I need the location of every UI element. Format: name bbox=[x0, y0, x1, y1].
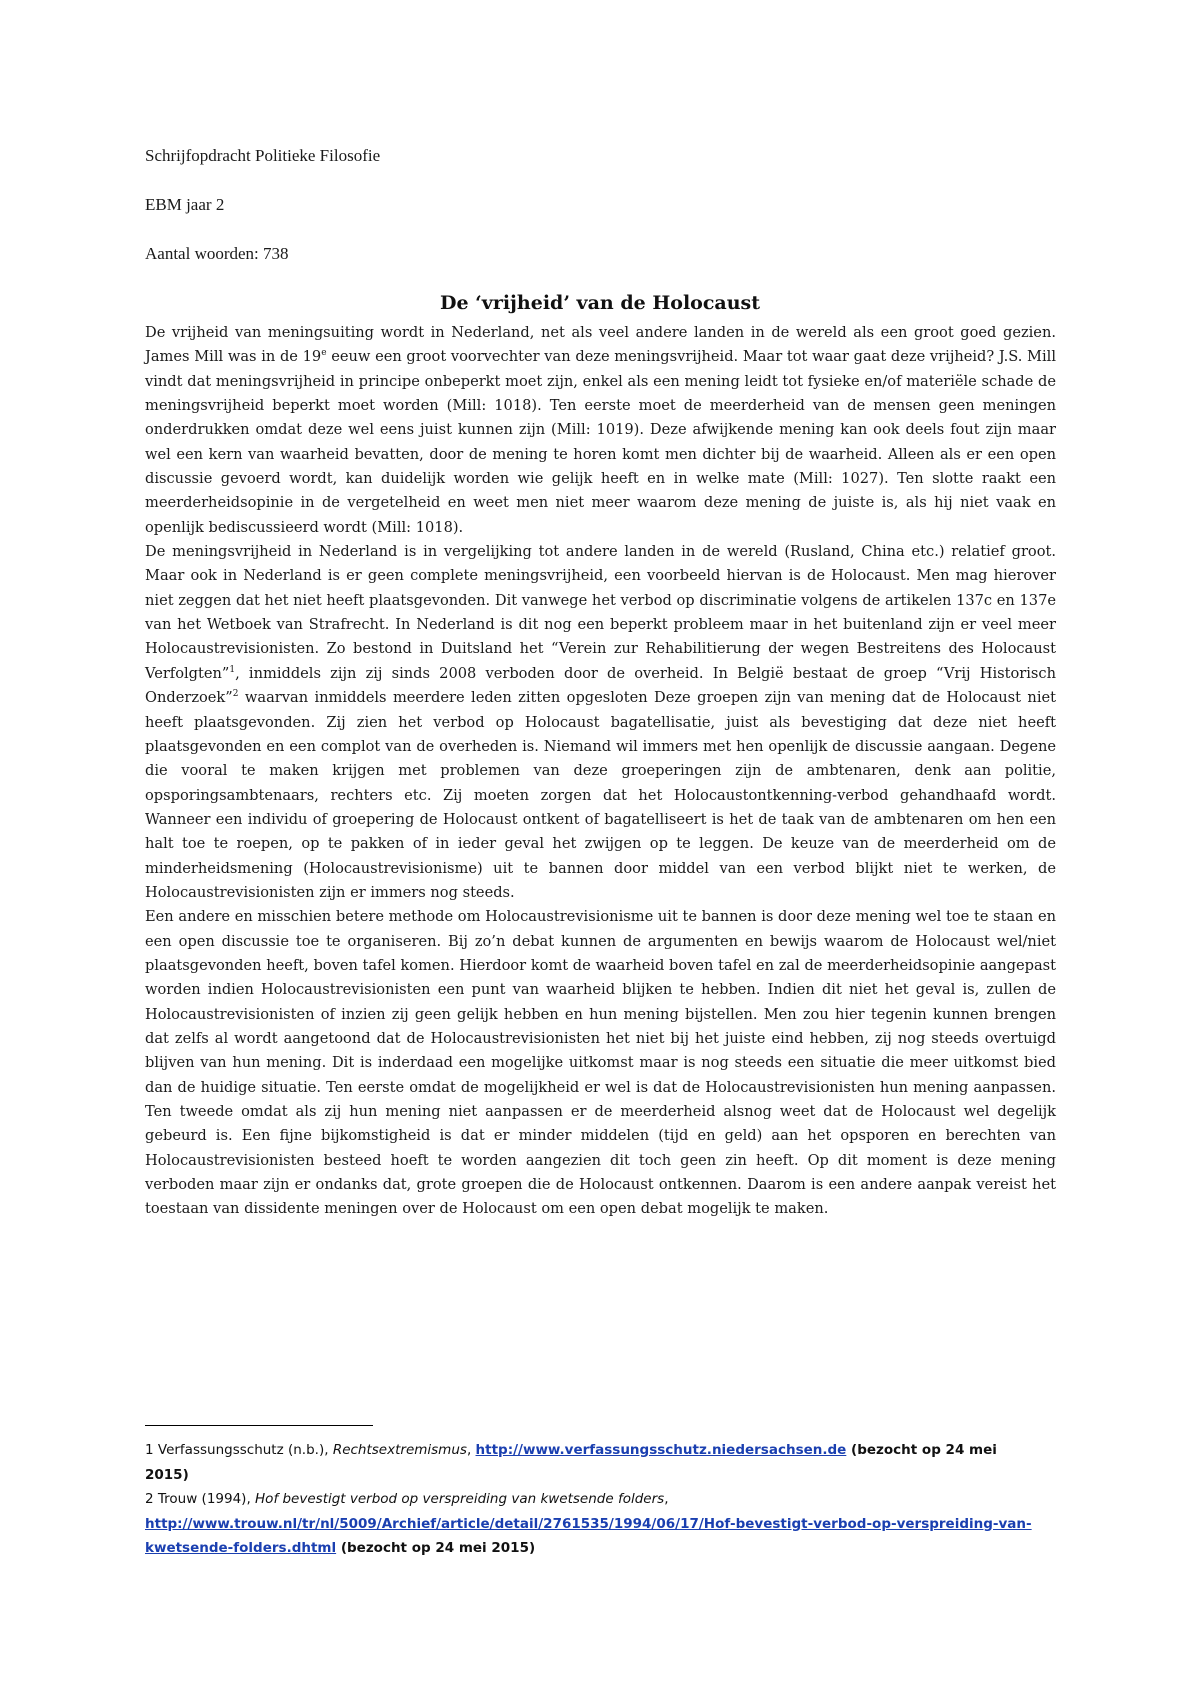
ordinal-superscript: e bbox=[321, 348, 327, 359]
footnote-2 bbox=[145, 1487, 1045, 1561]
footnote-author: Trouw (1994), bbox=[153, 1491, 256, 1507]
paragraph-1 bbox=[145, 321, 1056, 540]
assignment-heading: Schrijfopdracht Politieke Filosofie bbox=[145, 146, 381, 165]
footnotes bbox=[145, 1438, 1045, 1561]
paragraph-1-text-cont: eeuw een groot voorvechter van deze meningsvrijheid. Maar tot waar gaat deze vrijheid? J.S. Mill vindt dat meningsvrijheid in principe onbeperkt moet zijn, enkel als een mening leidt tot fysieke en/of materiële schade de meningsvrijheid beperkt moet worden (Mill: 1018). Ten eerste moet de meerderheid van de mensen geen meningen onderdrukken omdat deze wel eens juist kunnen zijn (Mill: 1019). Deze afwijkende mening kan ook deels fout zijn maar wel een kern van waarheid bevatten, door de mening te horen komt men dichter bij de waarheid. Alleen als er een open discussie gevoerd wordt, kan duidelijk worden wie gelijk heeft en in welke mate (Mill: 1027). Ten slotte raakt een meerderheidsopinie in de vergetelheid en weet men niet meer waarom deze mening de juiste is, als hij niet vaak en openlijk bediscussieerd wordt (Mill: 1018). bbox=[145, 348, 1057, 536]
paragraph-2-text-cont: , inmiddels zijn zij sinds 2008 verboden door de overheid. In België bestaat de groep “Vrij Historisch Onderzoek” bbox=[145, 664, 1056, 707]
footnote-separator-text: , bbox=[664, 1491, 669, 1507]
paragraph-2-text: De meningsvrijheid in Nederland is in vergelijking tot andere landen in de wereld (Rusland, China etc.) relatief groot. Maar ook in Nederland is er geen complete meningsvrijheid, een voorbeeld hiervan is de Holocaust. Men mag hierover niet zeggen dat het niet heeft plaatsgevonden. Dit vanwege het verbod op discriminatie volgens de artikelen 137c en 137e van het Wetboek van Strafrecht. In Nederland is dit nog een beperkt probleem maar in het buitenland zijn er veel meer Holocaustrevisionisten. Zo bestond in Duitsland het “Verein zur Rehabilitierung der wegen Bestreitens des Holocaust Verfolgten” bbox=[145, 543, 1056, 682]
footnote-number: 1 bbox=[145, 1442, 154, 1458]
footnote-work-title: Hof bevestigt verbod op verspreiding van kwetsende folders bbox=[255, 1491, 665, 1507]
paragraph-2-text-end: waarvan inmiddels meerdere leden zitten opgesloten Deze groepen zijn van mening dat de Holocaust niet heeft plaatsgevonden. Zij zien het verbod op Holocaust bagatellisatie, juist als bevestiging dat deze niet heeft plaatsgevonden en een complot van de overheden is. Niemand wil immers met hen openlijk de discussie aangaan. Degene die vooral te maken krijgen met problemen van deze groeperingen zijn de ambtenaren, denk aan politie, opsporingsambtenaars, rechters etc. Zij moeten zorgen dat het Holocaustontkenning-verbod gehandhaafd wordt. Wanneer een individu of groepering de Holocaust ontkent of bagatelliseert is het de taak van de ambtenaren om hen een halt toe te roepen, op te pakken of in ieder geval het zwijgen op te leggen. De keuze van de meerderheid om de minderheidsmening (Holocaustrevisionisme) uit te bannen door middel van een verbod blijkt niet te werken, de Holocaustrevisionisten zijn er immers nog steeds. bbox=[145, 689, 1056, 901]
footnote-separator bbox=[145, 1425, 373, 1426]
footnote-author: Verfassungsschutz (n.b.), bbox=[153, 1442, 333, 1458]
footnote-ref-2[interactable]: 2 bbox=[232, 689, 239, 700]
paragraph-3: Een andere en misschien betere methode om Holocaustrevisionisme uit te bannen is door deze mening wel toe te staan en een open discussie toe te organiseren. Bij zo’n debat kunnen de argumenten en bewijs waarom de Holocaust wel/niet plaatsgevonden heeft, boven tafel komen. Hierdoor komt de waarheid boven tafel en zal de meerderheidsopinie aangepast worden indien Holocaustrevisionisten een punt van waarheid blijken te hebben. Indien dit niet het geval is, zullen de Holocaustrevisionisten of inzien zij geen gelijk hebben en hun mening bijstellen. Men zou hier tegenin kunnen brengen dat zelfs al wordt aangetoond dat de Holocaustrevisionisten het niet bij het juiste eind hebben, zij nog steeds overtuigd blijven van hun mening. Dit is inderdaad een mogelijke uitkomst maar is nog steeds een situatie die meer uitkomst bied dan de huidige situatie. Ten eerste omdat de mogelijkheid er wel is dat de Holocaustrevisionisten hun mening aanpassen. Ten tweede omdat als zij hun mening niet aanpassen er de meerderheid alsnog weet dat de Holocaust wel degelijk gebeurd is. Een fijne bijkomstigheid is dat er minder middelen (tijd en geld) aan het opsporen en berechten van Holocaustrevisionisten besteed hoeft te worden aangezien dit toch geen zin heeft. Op dit moment is deze mening verboden maar zijn er ondanks dat, grote groepen die de Holocaust ontkennen. Daarom is een andere aanpak vereist het toestaan van dissidente meningen over de Holocaust om een open debat mogelijk te maken. bbox=[145, 908, 1056, 1218]
footnote-visit-date: (bezocht op 24 mei 2015) bbox=[145, 1442, 997, 1483]
essay-title: De ‘vrijheid’ van de Holocaust bbox=[439, 292, 761, 314]
footnote-number: 2 bbox=[145, 1491, 154, 1507]
footnote-work-title: Rechtsextremismus bbox=[332, 1442, 467, 1458]
paragraph-1-text: De vrijheid van meningsuiting wordt in Nederland, net als veel andere landen in de wereld als een groot goed gezien. James Mill was in de 19 bbox=[145, 324, 1056, 366]
footnote-link[interactable]: http://www.verfassungsschutz.niedersachsen.de bbox=[475, 1442, 847, 1458]
footnote-visit-date: (bezocht op 24 mei 2015) bbox=[336, 1540, 536, 1556]
paragraph-2 bbox=[145, 540, 1056, 905]
class-year: EBM jaar 2 bbox=[145, 195, 225, 214]
footnote-1 bbox=[145, 1438, 1045, 1487]
essay-body bbox=[145, 321, 1056, 1222]
footnote-ref-1[interactable]: 1 bbox=[229, 664, 236, 675]
footnote-link[interactable]: http://www.trouw.nl/tr/nl/5009/Archief/article/detail/2761535/1994/06/17/Hof-bevestigt-verbod-op-verspreiding-van-kwetsende-folders.dhtml bbox=[145, 1515, 1032, 1556]
word-count: Aantal woorden: 738 bbox=[145, 244, 289, 263]
footnote-separator-text: , bbox=[466, 1442, 476, 1458]
